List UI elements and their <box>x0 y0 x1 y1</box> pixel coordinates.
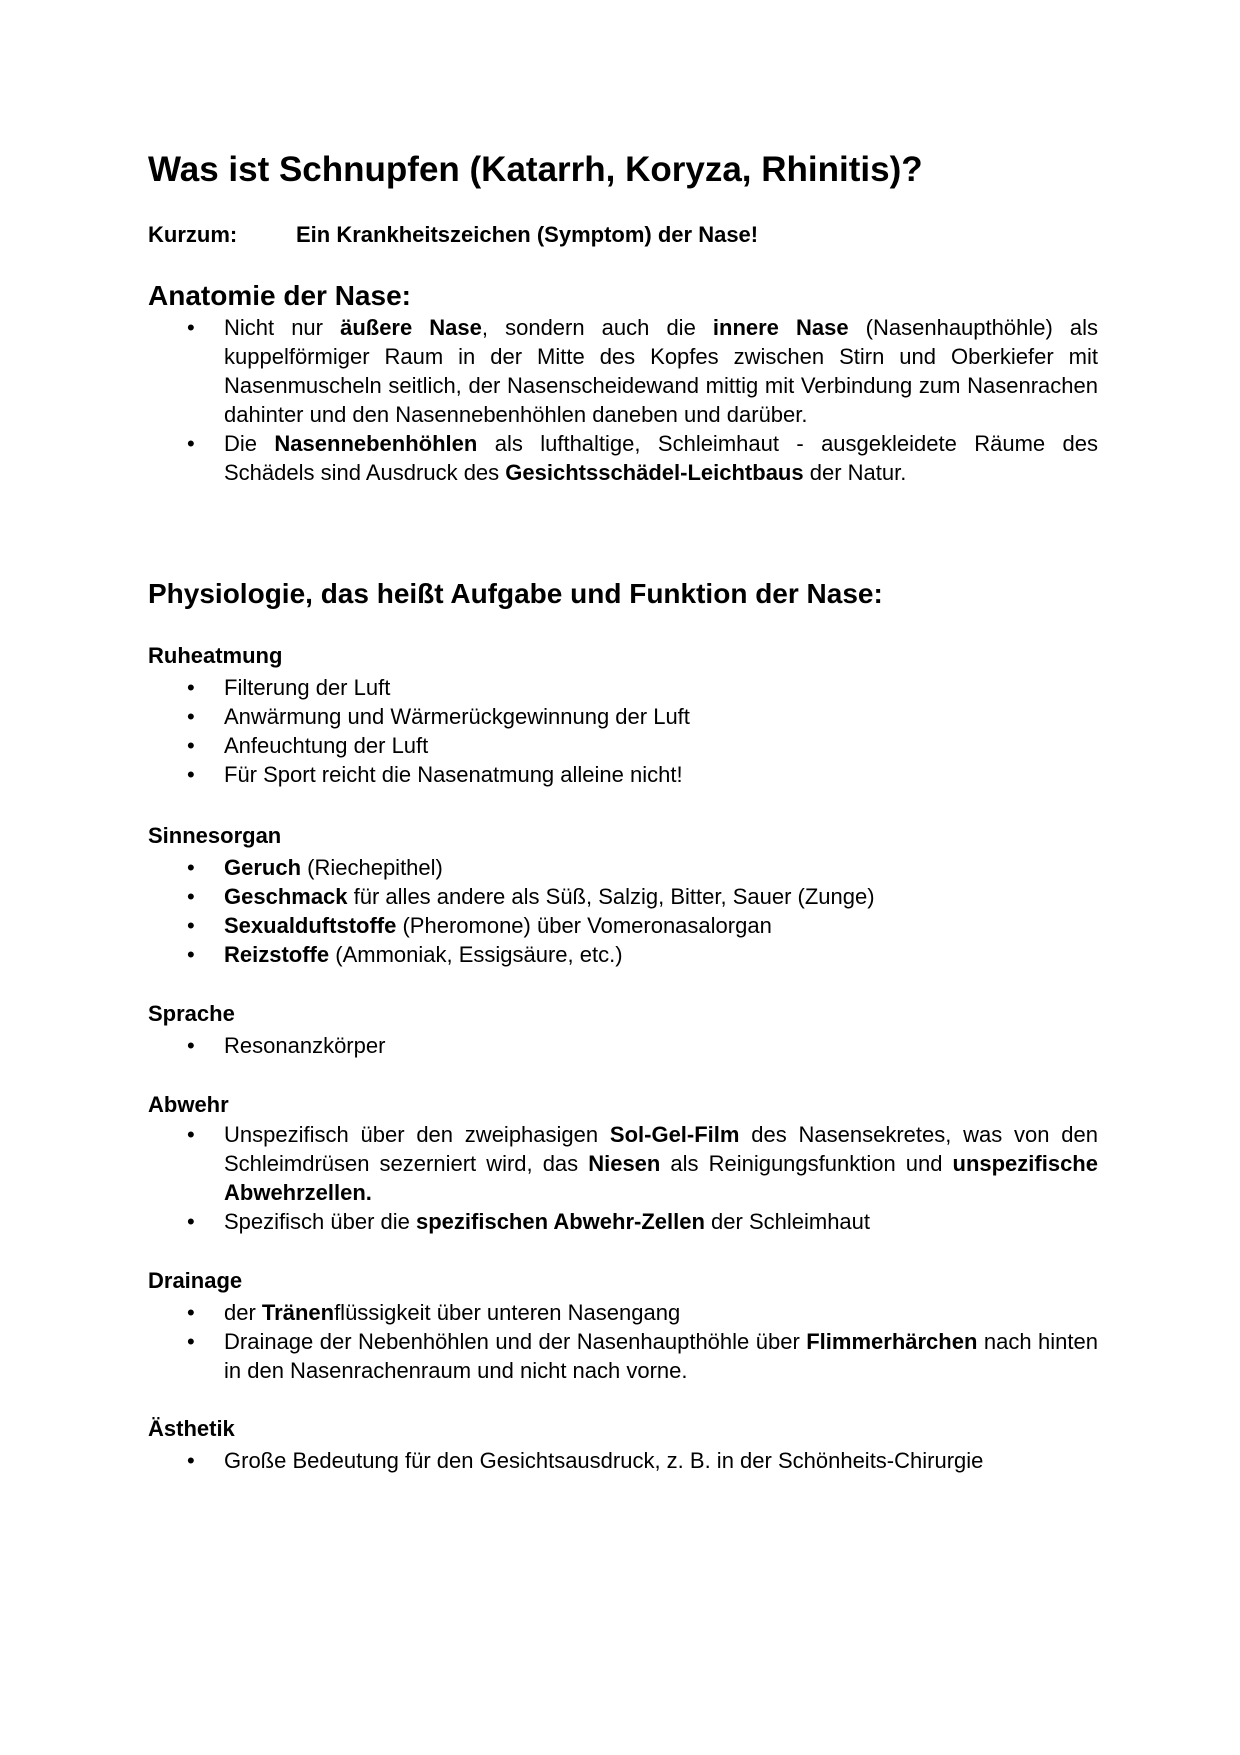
list-item <box>148 1298 1098 1327</box>
list-item-text <box>224 1207 1098 1236</box>
section-heading-ruheatmung: Ruheatmung <box>148 643 283 668</box>
document-title: Was ist Schnupfen (Katarrh, Koryza, Rhinitis)? <box>148 150 923 189</box>
list-item-text <box>224 760 1098 789</box>
section-heading-abwehr: Abwehr <box>148 1092 229 1117</box>
list-item-text <box>224 1446 1098 1475</box>
bullet-icon: • <box>187 733 195 758</box>
list-item-text <box>224 702 1098 731</box>
anatomie-heading: Anatomie der Nase: <box>148 280 411 311</box>
bullet-icon: • <box>187 1209 195 1234</box>
text-run: der Natur. <box>803 460 907 485</box>
physiologie-heading: Physiologie, das heißt Aufgabe und Funktion der Nase: <box>148 578 883 609</box>
list-item-text <box>224 1327 1098 1385</box>
bullet-icon: • <box>187 942 195 967</box>
text-run: , sondern auch die <box>481 315 713 340</box>
text-run: der Schleimhaut <box>704 1209 871 1234</box>
list-item <box>148 853 1098 882</box>
text-run: Anwärmung und Wärmerückgewinnung der Luft <box>224 704 690 729</box>
bullet-icon: • <box>187 431 195 456</box>
list-item <box>148 1446 1098 1475</box>
section-heading-sinnesorgan: Sinnesorgan <box>148 823 282 848</box>
text-run: des Nasensekretes, was von den Schleimdrüsen sezerniert wird, das <box>224 1122 1099 1176</box>
section-heading-aesthetik: Ästhetik <box>148 1416 235 1441</box>
bullet-icon: • <box>187 1448 195 1473</box>
text-run: Anfeuchtung der Luft <box>224 733 429 758</box>
list-item <box>148 313 1098 429</box>
text-run: nach hinten in den Nasenrachenraum und nicht nach vorne. <box>224 1329 1098 1383</box>
bold-term: Reizstoffe <box>224 942 330 967</box>
anatomie-list <box>148 313 1098 487</box>
section-heading-drainage: Drainage <box>148 1268 243 1293</box>
bullet-icon: • <box>187 315 195 340</box>
list-item-text <box>224 940 1098 969</box>
bullet-icon: • <box>187 762 195 787</box>
list-item-text <box>224 1120 1098 1207</box>
text-run: Große Bedeutung für den Gesichtsausdruck, z. B. in der Schönheits-Chirurgie <box>224 1448 984 1473</box>
bold-term: Geruch <box>224 855 302 880</box>
bullet-icon: • <box>187 1300 195 1325</box>
text-run: Nicht nur <box>224 315 341 340</box>
bullet-icon: • <box>187 1033 195 1058</box>
list-item <box>148 1120 1098 1207</box>
section-heading-sprache: Sprache <box>148 1001 235 1026</box>
bullet-icon: • <box>187 1329 195 1354</box>
text-run: Für Sport reicht die Nasenatmung alleine nicht! <box>224 762 683 787</box>
bullet-icon: • <box>187 704 195 729</box>
list-item-text <box>224 673 1098 702</box>
aesthetik-list <box>148 1446 1098 1475</box>
bold-term: Gesichtsschädel-Leichtbaus <box>505 460 804 485</box>
list-item <box>148 760 1098 789</box>
text-run: Unspezifisch über den zweiphasigen <box>224 1122 610 1147</box>
bold-term: spezifischen Abwehr-Zellen <box>416 1209 705 1234</box>
bold-term: innere Nase <box>712 315 849 340</box>
text-run: als lufthaltige, Schleimhaut - ausgekleidete Räume des Schädels sind Ausdruck des <box>224 431 1099 485</box>
bold-term: Geschmack <box>224 884 348 909</box>
bullet-icon: • <box>187 1122 195 1147</box>
list-item <box>148 911 1098 940</box>
bold-term: Sexualduftstoffe <box>224 913 397 938</box>
bold-term: Niesen <box>588 1151 661 1176</box>
text-run: als Reinigungsfunktion und <box>660 1151 953 1176</box>
drainage-list <box>148 1298 1098 1385</box>
list-item <box>148 731 1098 760</box>
list-item-text <box>224 429 1098 487</box>
text-run: für alles andere als Süß, Salzig, Bitter, Sauer (Zunge) <box>347 884 875 909</box>
bullet-icon: • <box>187 675 195 700</box>
list-item <box>148 429 1098 487</box>
list-item <box>148 1207 1098 1236</box>
text-run: flüssigkeit über unteren Nasengang <box>334 1300 681 1325</box>
text-run: Die <box>224 431 275 456</box>
abwehr-list <box>148 1120 1098 1236</box>
list-item-text <box>224 911 1098 940</box>
list-item <box>148 1327 1098 1385</box>
list-item-text <box>224 853 1098 882</box>
text-run: (Riechepithel) <box>301 855 443 880</box>
text-run: (Ammoniak, Essigsäure, etc.) <box>329 942 623 967</box>
bold-term: Nasennebenhöhlen <box>274 431 478 456</box>
text-run: (Nasenhaupthöhle) als kuppelförmiger Raum in der Mitte des Kopfes zwischen Stirn und Oberkiefer mit Nasenmuscheln seitlich, der Nasenscheidewand mittig mit Verbindung zum Nasenrachen dahinter und den Nasennebenhöhlen daneben und darüber. <box>224 315 1098 427</box>
list-item <box>148 882 1098 911</box>
list-item <box>148 940 1098 969</box>
list-item-text <box>224 731 1098 760</box>
text-run: Spezifisch über die <box>224 1209 416 1234</box>
bullet-icon: • <box>187 884 195 909</box>
list-item-text <box>224 313 1098 429</box>
sinnesorgan-list <box>148 853 1098 969</box>
text-run: (Pheromone) über Vomeronasalorgan <box>396 913 772 938</box>
list-item <box>148 673 1098 702</box>
ruheatmung-list <box>148 673 1098 789</box>
text-run: Drainage der Nebenhöhlen und der Nasenhaupthöhle über <box>224 1329 807 1354</box>
list-item-text <box>224 1031 1098 1060</box>
sprache-list <box>148 1031 1098 1060</box>
bullet-icon: • <box>187 913 195 938</box>
text-run: Resonanzkörper <box>224 1033 386 1058</box>
list-item-text <box>224 1298 1098 1327</box>
bold-term: unspezifische Abwehrzellen. <box>224 1151 1098 1205</box>
text-run: Filterung der Luft <box>224 675 391 700</box>
kurzum-text: Ein Krankheitszeichen (Symptom) der Nase! <box>296 222 759 247</box>
list-item <box>148 702 1098 731</box>
kurzum-label: Kurzum: <box>148 222 238 247</box>
list-item <box>148 1031 1098 1060</box>
kurzum-line <box>148 222 758 248</box>
list-item-text <box>224 882 1098 911</box>
bold-term: Sol-Gel-Film <box>609 1122 740 1147</box>
bullet-icon: • <box>187 855 195 880</box>
bold-term: äußere Nase <box>340 315 482 340</box>
bold-term: Tränen <box>261 1300 335 1325</box>
bold-term: Flimmerhärchen <box>806 1329 978 1354</box>
text-run: der <box>224 1300 262 1325</box>
